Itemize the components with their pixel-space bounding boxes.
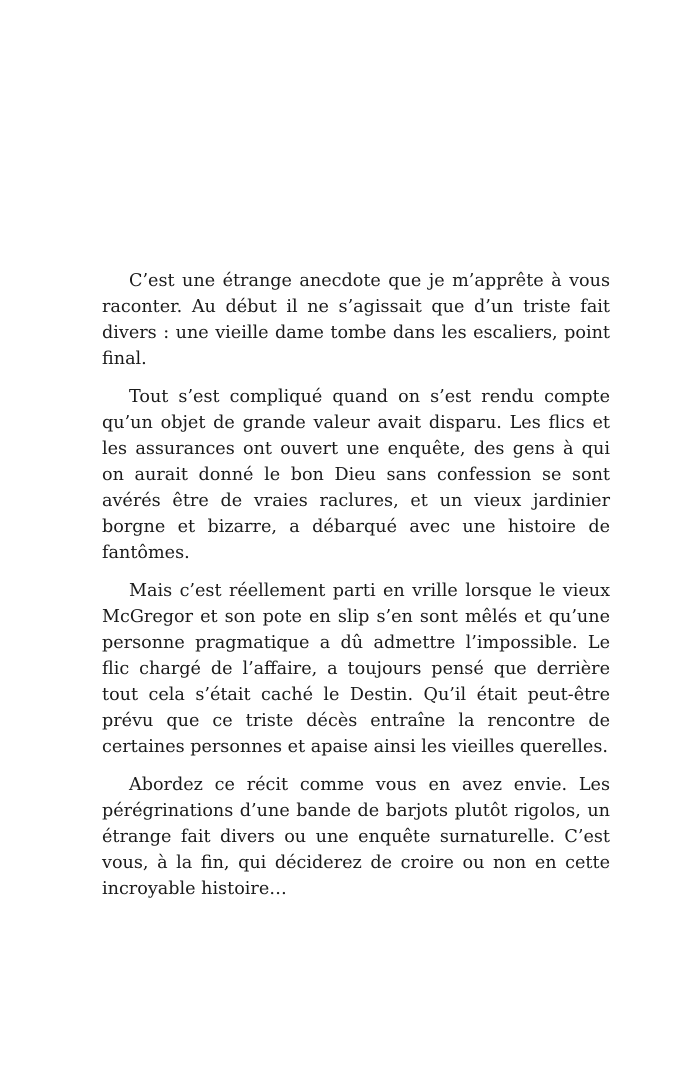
paragraph-3: Mais c’est réellement parti en vrille lorsque le vieux McGregor et son pote en slip s’en sont mêlés et qu’une personne pragmatique a dû admettre l’impossible. Le flic chargé de l’affaire, a toujours pensé que derrière tout cela s’était caché le Destin. Qu’il était peut-être prévu que ce triste décès entraîne la rencontre de certaines personnes et apaise ainsi les vieilles querelles. bbox=[102, 581, 610, 757]
body-text bbox=[102, 268, 610, 914]
paragraph-4: Abordez ce récit comme vous en avez envie. Les pérégrinations d’une bande de barjots plutôt rigolos, un étrange fait divers ou une enquête surnaturelle. C’est vous, à la fin, qui déciderez de croire ou non en cette incroyable histoire… bbox=[102, 775, 610, 899]
paragraph-2: Tout s’est compliqué quand on s’est rendu compte qu’un objet de grande valeur avait disparu. Les flics et les assurances ont ouvert une enquête, des gens à qui on aurait donné le bon Dieu sans confession se sont avérés être de vraies raclures, et un vieux jardinier borgne et bizarre, a débarqué avec une histoire de fantômes. bbox=[102, 387, 610, 563]
paragraph-1: C’est une étrange anecdote que je m’apprête à vous raconter. Au début il ne s’agissait que d’un triste fait divers : une vieille dame tombe dans les escaliers, point final. bbox=[102, 271, 610, 369]
